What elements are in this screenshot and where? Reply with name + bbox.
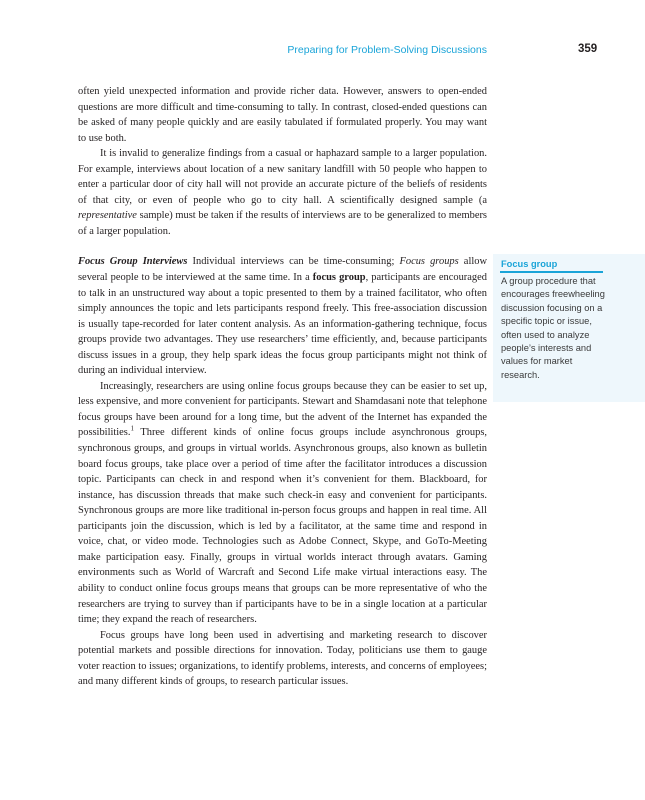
paragraph-text: sample) must be taken if the results of interviews are to be generalized to members of a larger population. (78, 210, 487, 237)
paragraph-sampling (78, 146, 487, 239)
glossary-divider (500, 271, 603, 273)
paragraph-text: Three different kinds of online focus groups include asynchronous groups, synchronous groups, and groups in virtual worlds. Asynchronous groups, also known as bulletin board focus groups, take place over a period of time after the facilitator introduces a discussion topic. Participants can check in and respond when it’s convenient for them. Blackboard, for instance, has discussion threads that make such check-in easy and convenient for participants. Synchronous groups are more like traditional in-person focus groups and happen in real time. All participants join the discussion, which is led by a facilitator, at the same time and respond in voice, chat, or video mode. Technologies such as Adobe Connect, Skype, and GoTo-Meeting make participation easy. Finally, groups in virtual worlds interact through avatars. Gaming environments such as World of Warcraft and Second Life make virtual interactions easy. The ability to conduct online focus groups means that groups can be more representative of who the researchers are trying to survey than if participants have to be in a single location at a particular time; they expand the reach of researchers. (78, 427, 487, 626)
page-number: 359 (578, 43, 598, 55)
key-term-focus-group: focus group (312, 272, 366, 284)
paragraph-text: Increasingly, researchers are using online focus groups because they can be easier to set up, less expensive, and more convenient for participants. Stewart and Shamdasani note that telephone focus groups have been around for a long time, but the advent of the Internet has expanded the possibilities. (78, 380, 487, 439)
paragraph-open-ended-questions: often yield unexpected information and provide richer data. However, answers to open-ended questions are more difficult and time-consuming to tally. In contrast, closed-ended questions can be asked of many people quickly and are easily tabulated if formulated properly. You may want to use both. (78, 86, 487, 144)
section-heading: Focus Group Interviews (78, 256, 188, 268)
paragraph-text: , participants are encouraged to talk in an unstructured way about a topic presented to them by a trained facilitator, who often simply announces the topic and lets participants respond freely. This free-association discussion is usually tape-recorded for later content analysis. As an information-gathering technique, focus groups provide two advantages. They use researchers’ time efficiently, and, because participants discuss issues in a group, they help spark ideas the focus group participants might not think of during an individual interview. (78, 272, 487, 377)
footnote-marker: 1 (130, 425, 134, 433)
emphasis-representative: representative (78, 210, 137, 222)
emphasis-focus-groups: Focus groups (399, 256, 459, 268)
paragraph-focus-group-interviews (78, 254, 487, 378)
glossary-term: Focus group (501, 259, 558, 269)
body-text (78, 84, 487, 690)
paragraph-text: Individual interviews can be time-consuming; (187, 256, 400, 268)
paragraph-text: allow several people to be interviewed at the same time. In a (78, 256, 487, 284)
running-head-title: Preparing for Problem-Solving Discussions (287, 44, 487, 56)
paragraph-marketing-uses: Focus groups have long been used in advertising and marketing research to discover potential markets and possible directions for innovation. Today, politicians use them to gauge voter reaction to issues; organizations, to identify problems, interests, and concerns of employees; and many different kinds of groups, to research particular issues. (78, 629, 487, 688)
paragraph-text: It is invalid to generalize findings from a casual or haphazard sample to a larger population. For example, interviews about location of a new sanitary landfill with 50 people who happen to enter a particular door of city hall will not provide an accurate picture of the beliefs of residents of that city, or even of people who go to city hall. A scientifically designed sample (a (78, 148, 487, 206)
paragraph-online-focus-groups (78, 379, 487, 628)
glossary-definition: A group procedure that encourages freewheeling discussion focusing on a specific topic or issue, often used to analyze people’s interests and values for market research. (501, 276, 605, 380)
